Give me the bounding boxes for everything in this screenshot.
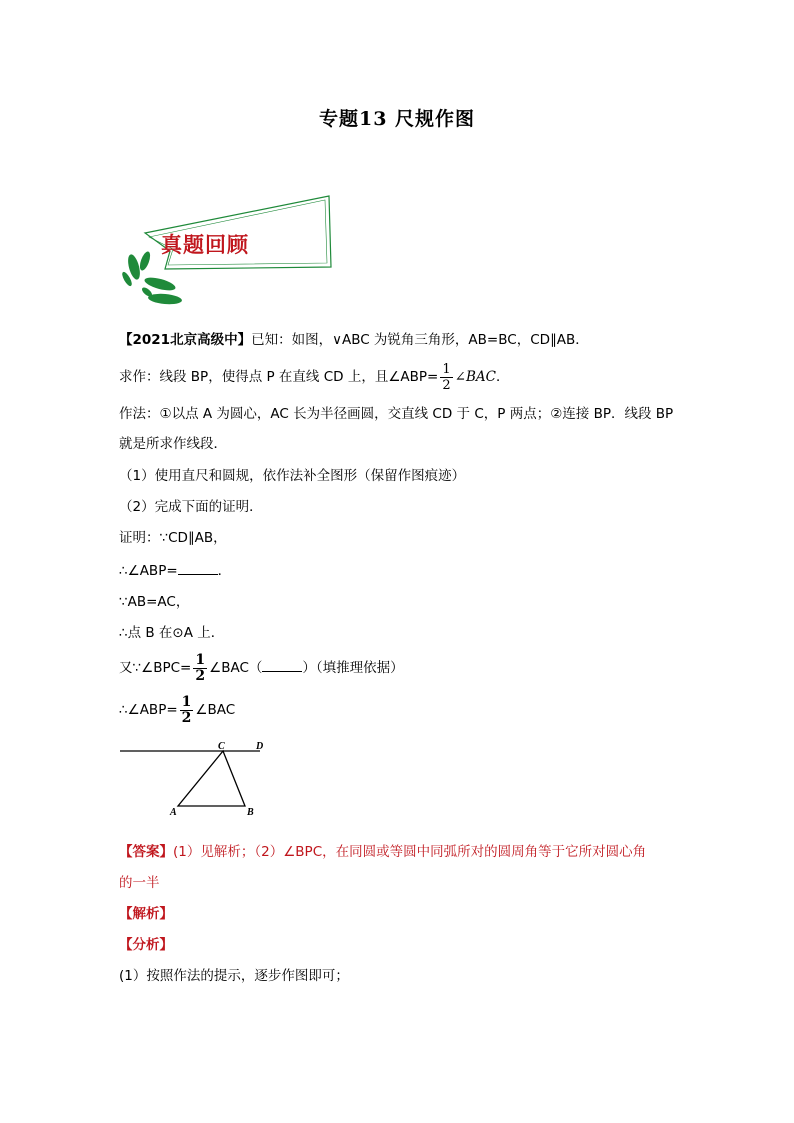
answer-line-1 [119,842,646,862]
proof-line-3: ∵AB=AC， [119,594,190,610]
analysis-sub-label: 【分析】 [119,937,173,953]
proof-line-4: ∴点 B 在⊙A 上． [119,625,225,641]
proof-line-5: 又∵∠BPC= $\frac{1}{2}$ ∠BAC（ ）（填推理依据） [119,651,404,684]
ask-fraction: $\frac{1}{2}$ [442,361,451,393]
answer-label: 【答案】 [119,844,173,860]
proof6-fraction: $\frac{1}{2}$ [181,693,192,726]
problem-source: 【2021北京高级中】 [119,332,252,348]
proof-line-1: 证明：∵CD∥AB， [119,530,227,546]
ask-text: 求作：线段 BP，使得点 P 在直线 CD 上，且∠ABP= [119,369,439,385]
triangle-abc [178,751,245,806]
question-2: （2）完成下面的证明． [119,499,263,515]
ask-angle: ∠BAC [454,369,496,385]
label-b: B [247,807,254,818]
banner-label: 真题回顾 [161,232,249,257]
answer-text: (1）见解析；（2）∠BPC，在同圆或等圆中同弧所对的圆周角等于它所对圆心角 [173,844,647,860]
method-line-1: 作法：①以点 A 为圆心，AC 长为半径画圆，交直线 CD 于 C，P 两点；②连接 BP．线段 BP [119,406,674,422]
proof5-fraction: $\frac{1}{2}$ [195,651,206,684]
analysis-step-1: (1）按照作法的提示，逐步作图即可； [119,968,349,984]
question-1: （1）使用直尺和圆规，依作法补全图形（保留作图痕迹） [119,468,466,484]
analysis-label: 【解析】 [119,906,173,922]
problem-given [119,330,589,350]
answer-blank[interactable] [178,560,218,575]
label-a: A [170,807,177,818]
answer-line-2: 的一半 [119,875,160,891]
label-d: D [256,741,264,752]
given-text: 已知：如图，∨ABC 为锐角三角形，AB=BC，CD∥AB． [251,332,589,348]
proof-line-6: ∴∠ABP= $\frac{1}{2}$ ∠BAC [119,693,236,726]
label-c: C [218,741,225,752]
method-line-2: 就是所求作线段． [119,436,227,452]
proof-line-2: ∴∠ABP= ． [119,560,231,581]
page-title: 专题13 尺规作图 [318,108,476,130]
triangle-figure [118,738,278,822]
reason-blank[interactable] [262,657,302,672]
problem-ask: 求作：线段 BP，使得点 P 在直线 CD 上，且∠ABP= $\frac{1}{2}$ ∠BAC． [119,361,510,393]
